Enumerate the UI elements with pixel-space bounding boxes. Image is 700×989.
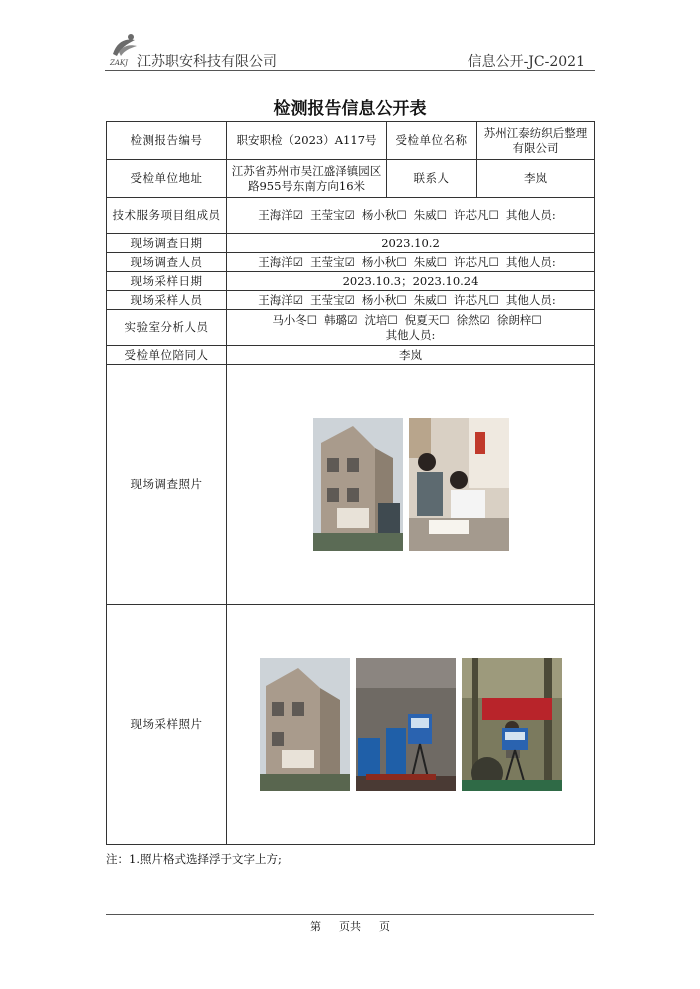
lab-staff <box>227 310 595 346</box>
table-row <box>107 160 595 198</box>
svg-text:ZAKJ: ZAKJ <box>110 59 128 67</box>
table-row <box>107 272 595 291</box>
staff-member: 其他人员: <box>505 292 556 307</box>
address-label: 受检单位地址 <box>107 160 227 198</box>
page-prefix: 第 <box>310 920 321 933</box>
report-no-label: 检测报告编号 <box>107 122 227 160</box>
page-title: 检测报告信息公开表 <box>273 99 427 119</box>
survey-date-label: 现场调查日期 <box>107 234 227 253</box>
survey-photo-label: 现场调查照片 <box>107 365 227 605</box>
staff-member: 其他人员: <box>505 254 556 269</box>
staff-member: 许芯凡☐ <box>454 292 499 307</box>
staff-member: 杨小秋☐ <box>361 292 407 307</box>
team-label: 技术服务项目组成员 <box>107 198 227 234</box>
table-row <box>107 310 595 346</box>
survey-photo-building <box>313 418 403 551</box>
sampling-photo-cell <box>227 605 595 845</box>
report-table <box>106 121 595 845</box>
lab-member: 徐朗梓☐ <box>496 312 542 327</box>
sampling-date-value: 2023.10.3；2023.10.24 <box>227 272 595 291</box>
address-value: 江苏省苏州市吴江盛泽镇园区路955号东南方向16米 <box>227 160 387 198</box>
team-members <box>227 198 595 234</box>
staff-member: 王海洋☑ <box>258 254 304 269</box>
sampling-photo-workshop <box>462 658 562 791</box>
lab-member: 马小冬☐ <box>272 312 318 327</box>
document-code: 信息公开-JC-2021 <box>467 54 585 70</box>
escort-value: 李岚 <box>227 346 595 365</box>
staff-member: 朱威☐ <box>413 254 448 269</box>
contact-value: 李岚 <box>477 160 595 198</box>
lab-member: 徐然☑ <box>456 312 490 327</box>
client-label: 受检单位名称 <box>387 122 477 160</box>
lab-member: 韩璐☑ <box>324 312 358 327</box>
staff-member: 杨小秋☐ <box>361 254 407 269</box>
sampling-photo-label: 现场采样照片 <box>107 605 227 845</box>
page-footer <box>0 918 700 934</box>
sampling-staff-label: 现场采样人员 <box>107 291 227 310</box>
table-row <box>107 234 595 253</box>
survey-photo-cell <box>227 365 595 605</box>
company-name: 江苏职安科技有限公司 <box>137 54 277 70</box>
staff-member: 王莹宝☑ <box>310 254 355 269</box>
escort-label: 受检单位陪同人 <box>107 346 227 365</box>
page-suffix: 页 <box>379 920 390 933</box>
table-row <box>107 605 595 845</box>
lab-staff-label: 实验室分析人员 <box>107 310 227 346</box>
table-row <box>107 291 595 310</box>
team-member: 许芯凡☐ <box>454 208 499 222</box>
team-member: 朱威☐ <box>413 208 448 222</box>
survey-photo-workers <box>409 418 509 551</box>
team-member: 王莹宝☑ <box>310 208 355 222</box>
lab-member: 倪夏天☐ <box>404 312 450 327</box>
lab-member: 沈培☐ <box>364 312 398 327</box>
team-member: 杨小秋☐ <box>361 208 407 222</box>
table-row <box>107 253 595 272</box>
table-row <box>107 198 595 234</box>
staff-member: 许芯凡☐ <box>454 254 499 269</box>
sampling-photo-building <box>260 658 350 791</box>
table-row <box>107 346 595 365</box>
staff-member: 王莹宝☑ <box>310 292 355 307</box>
footer-rule <box>106 914 594 915</box>
survey-staff <box>227 253 595 272</box>
sampling-date-label: 现场采样日期 <box>107 272 227 291</box>
staff-member: 王海洋☑ <box>258 292 304 307</box>
team-member: 其他人员: <box>505 208 556 222</box>
team-member: 王海洋☑ <box>258 208 304 222</box>
table-row <box>107 122 595 160</box>
sampling-staff <box>227 291 595 310</box>
survey-staff-label: 现场调查人员 <box>107 253 227 272</box>
page-header <box>105 30 595 71</box>
report-no-value: 职安职检（2023）A117号 <box>227 122 387 160</box>
staff-member: 朱威☐ <box>413 292 448 307</box>
survey-date-value: 2023.10.2 <box>227 234 595 253</box>
lab-other: 其他人员: <box>385 327 436 342</box>
footnote: 注：1.照片格式选择浮于文字上方; <box>106 852 282 866</box>
company-logo <box>105 32 141 68</box>
contact-label: 联系人 <box>387 160 477 198</box>
sampling-photo-instrument <box>356 658 456 791</box>
table-row <box>107 365 595 605</box>
client-value: 苏州江泰纺织后整理有限公司 <box>477 122 595 160</box>
page-mid: 页共 <box>339 920 361 933</box>
